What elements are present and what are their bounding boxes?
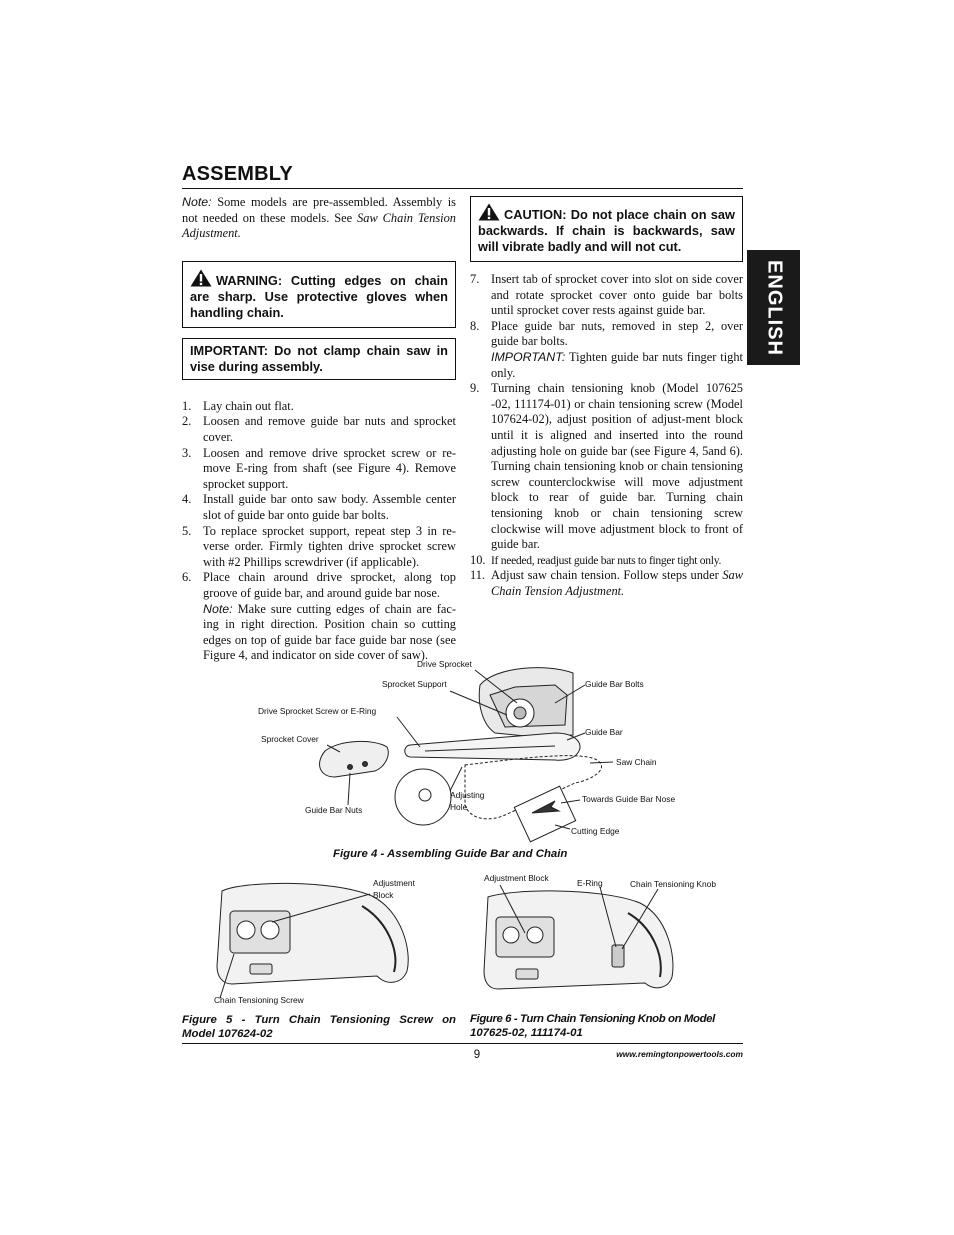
warning-text: WARNING: Cutting edges on chain are sharp. Use protective gloves when handling chain. — [190, 272, 448, 320]
important-text: IMPORTANT: Do not clamp chain saw in vise during assembly. — [190, 342, 448, 374]
note-text: Some models are pre-assembled. Assembly is not needed on these models. See — [182, 195, 456, 225]
list-item: 8. Place guide bar nuts, removed in step 2, over guide bar bolts. IMPORTANT: Tighten guide bar nuts finger tight only. — [470, 318, 743, 380]
figure-5-caption-line-1: Figure 5 - Turn Chain Tensioning Screw on — [182, 1014, 456, 1026]
list-item: 2. Loosen and remove guide bar nuts and sprocket cover. — [182, 414, 456, 444]
important-box — [182, 338, 456, 380]
label-sprocket-support: Sprocket Support — [382, 679, 447, 689]
assembly-steps-left — [182, 399, 456, 664]
figure-6-caption-line-2: 107625-02, 111174-01 — [470, 1027, 583, 1039]
left-column — [182, 195, 456, 664]
section-title: ASSEMBLY — [182, 163, 293, 185]
label-adjustment: Adjustment — [373, 878, 415, 888]
list-item: 3. Loosen and remove drive sprocket screw or re-move E-ring from shaft (see Figure 4). Remove sprocket support. — [182, 445, 456, 491]
list-item: 4. Install guide bar onto saw body. Assemble center slot of guide bar onto guide bar bolts. — [182, 492, 456, 522]
right-column — [470, 196, 743, 599]
warning-box — [182, 261, 456, 328]
page-number: 9 — [473, 1049, 481, 1061]
label-chain-tensioning-screw: Chain Tensioning Screw — [214, 995, 304, 1005]
list-item: 10. If needed, readjust guide bar nuts to finger tight only. — [470, 552, 722, 567]
label-e-ring: E-Ring — [577, 878, 603, 888]
label-guide-bar: Guide Bar — [585, 727, 623, 737]
label-drive-sprocket-screw: Drive Sprocket Screw or E-Ring — [258, 706, 377, 716]
footer-url: www.remingtonpowertools.com — [616, 1049, 743, 1059]
language-tab-label: ENGLISH — [763, 259, 785, 356]
caution-box — [470, 196, 743, 262]
label-towards-guide-bar-nose: Towards Guide Bar Nose — [582, 794, 676, 804]
figure-5-caption-line-2: Model 107624-02 — [182, 1028, 273, 1040]
label-guide-bar-bolts: Guide Bar Bolts — [585, 679, 644, 689]
label-chain-tensioning-knob: Chain Tensioning Knob — [630, 879, 716, 889]
warning-triangle-icon — [190, 269, 212, 287]
label-guide-bar-nuts: Guide Bar Nuts — [305, 805, 363, 815]
note-label: Note: — [182, 195, 212, 209]
caution-text: CAUTION: Do not place chain on saw backwards. If chain is backwards, saw will vibrate badly and will not cut. — [478, 207, 735, 254]
note-reference: Saw Chain Tension Adjustment. — [182, 210, 456, 241]
footer-divider — [182, 1043, 743, 1044]
list-item: 7. Insert tab of sprocket cover into slot on side cover and rotate sprocket cover onto guide bar bolts until sprocket cover rests against guide bar. — [470, 272, 743, 318]
label-hole: Hole — [450, 802, 468, 812]
assembly-steps-right — [470, 272, 743, 599]
title-divider — [182, 188, 743, 189]
warning-triangle-icon — [478, 203, 500, 221]
intro-note — [182, 195, 456, 242]
list-item: 5. To replace sprocket support, repeat step 3 in re-verse order. Firmly tighten drive sprocket screw with #2 Phillips screwdriver (if applicable). — [182, 523, 456, 569]
figure-6-illustration — [480, 885, 680, 1007]
list-item: 9. Turning chain tensioning knob (Model 107625 -02, 111174-01) or chain tensioning screw (Model 107624-02), adjust position of adjust-ment block until it is aligned and inserted into the round adjusting hole on guide bar (see Figure 4, 5and 6). Turning chain tensioning knob or chain tensioning screw counterclockwise will move adjustment block to rear of guide bar. Turning chain tensioning knob or chain tensioning screw clockwise will move adjustment block to front of guide bar. — [470, 381, 743, 552]
label-sprocket-cover: Sprocket Cover — [261, 734, 319, 744]
label-adjusting: Adjusting — [450, 790, 485, 800]
list-item: 6. Place chain around drive sprocket, along top groove of guide bar, and around guide bar nose. Note: Make sure cutting edges of chain are fac-ing in right direction. Position chain so cutting edges on top of guide bar face guide bar nose (see Figure 4, and indicator on side cover of saw). — [182, 570, 456, 663]
label-drive-sprocket: Drive Sprocket — [417, 659, 472, 669]
figure-6-caption-line-1: Figure 6 - Turn Chain Tensioning Knob on Model — [470, 1013, 715, 1025]
language-tab — [747, 250, 800, 365]
label-adjustment-block: Adjustment Block — [484, 873, 549, 883]
list-item: 1. Lay chain out flat. — [182, 398, 294, 413]
list-item: 11. Adjust saw chain tension. Follow steps under Saw Chain Tension Adjustment. — [470, 568, 743, 598]
label-cutting-edge: Cutting Edge — [571, 826, 620, 836]
figure-4-caption: Figure 4 - Assembling Guide Bar and Chain — [333, 848, 568, 860]
label-saw-chain: Saw Chain — [616, 757, 657, 767]
label-block: Block — [373, 890, 394, 900]
